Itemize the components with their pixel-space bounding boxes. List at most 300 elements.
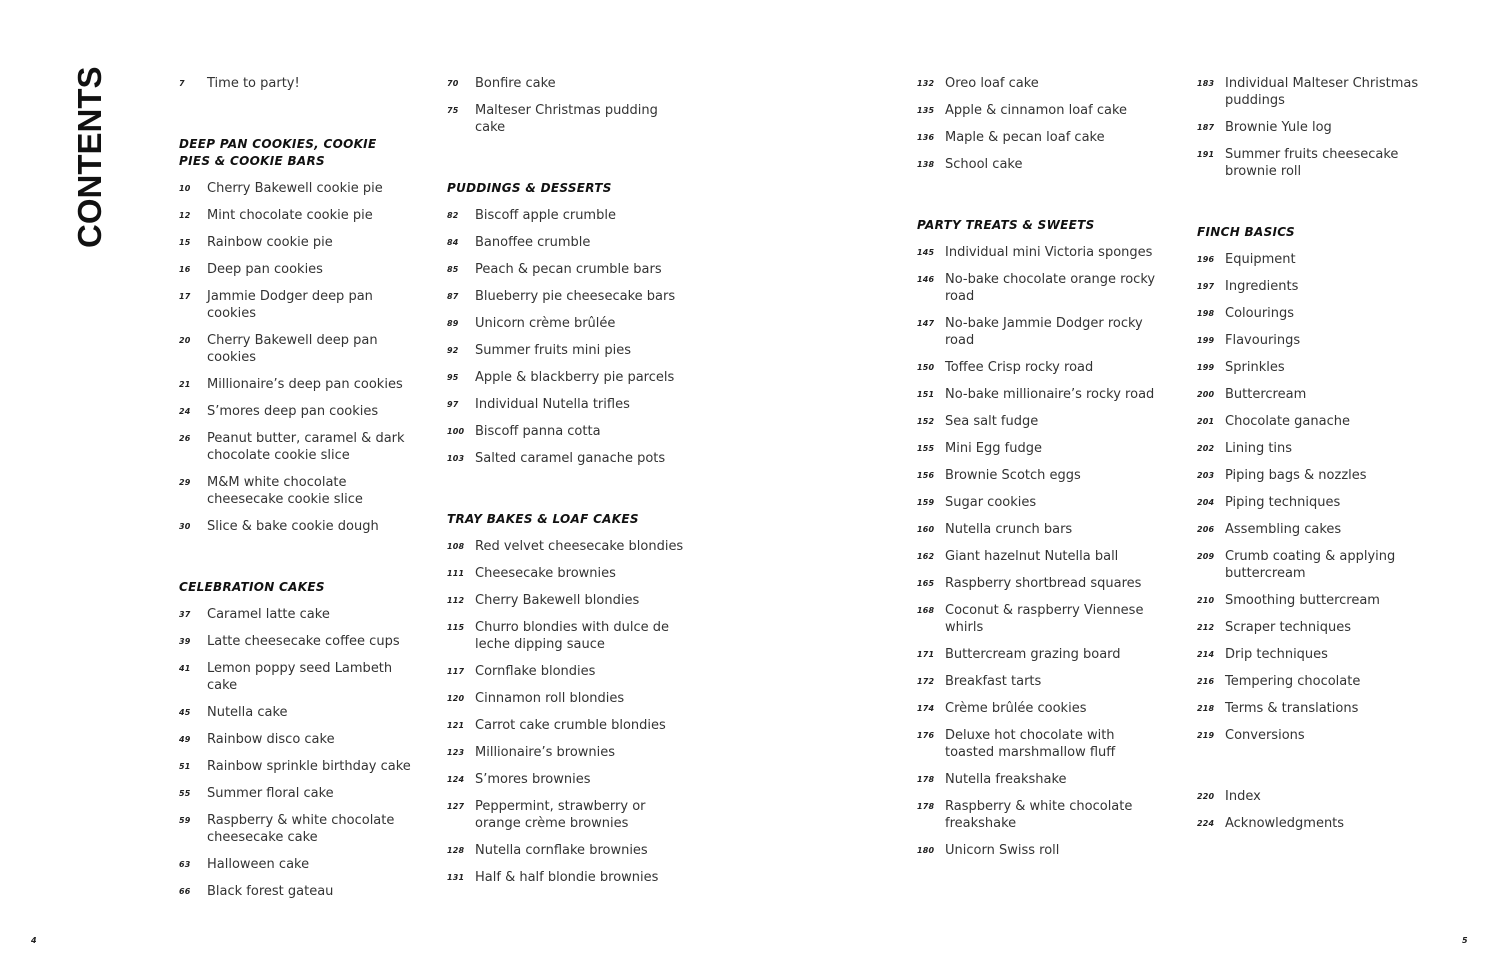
contents-entry — [179, 812, 411, 846]
entry-page-number: 168 — [917, 606, 935, 615]
section-heading: PUDDINGS & DESSERTS — [447, 181, 612, 195]
entry-page-number: 203 — [1197, 471, 1215, 480]
entry-title: Rainbow cookie pie — [207, 235, 333, 250]
entry-title: Rainbow disco cake — [207, 732, 335, 747]
entry-page-number: 59 — [179, 816, 191, 825]
entry-title: Colourings — [1225, 306, 1295, 321]
entry-title: Cheesecake brownies — [475, 566, 616, 581]
entry-page-number: 121 — [447, 721, 465, 730]
contents-entry — [917, 102, 1157, 119]
entry-page-number: 174 — [917, 704, 935, 713]
section-heading: FINCH BASICS — [1197, 225, 1295, 239]
contents-entry — [179, 332, 411, 366]
entry-title: Half & half blondie brownies — [475, 870, 659, 885]
contents-entry — [917, 798, 1157, 832]
entry-page-number: 124 — [447, 775, 465, 784]
entry-page-number: 103 — [447, 454, 465, 463]
entry-page-number: 209 — [1197, 552, 1215, 561]
entry-page-number: 210 — [1197, 596, 1215, 605]
entry-page-number: 138 — [917, 160, 935, 169]
contents-entry — [179, 633, 411, 650]
contents-entry — [179, 403, 411, 420]
entry-page-number: 146 — [917, 275, 935, 284]
entry-title: Individual mini Victoria sponges — [945, 245, 1153, 260]
contents-entry — [917, 548, 1157, 565]
contents-entry — [447, 75, 687, 92]
entry-page-number: 183 — [1197, 79, 1215, 88]
contents-entry — [179, 785, 411, 802]
entry-title: Churro blondies with dulce de leche dipping sauce — [475, 620, 669, 652]
entry-page-number: 70 — [447, 79, 459, 88]
entry-page-number: 41 — [179, 664, 191, 673]
contents-entry — [917, 700, 1157, 717]
entry-title: Ingredients — [1225, 279, 1299, 294]
entry-title: Crumb coating & applying buttercream — [1225, 549, 1396, 581]
entry-title: Brownie Scotch eggs — [945, 468, 1081, 483]
contents-entry — [179, 518, 411, 535]
entry-title: Peanut butter, caramel & dark chocolate cookie slice — [207, 431, 405, 463]
entry-page-number: 45 — [179, 708, 191, 717]
entry-page-number: 218 — [1197, 704, 1215, 713]
entry-title: Mint chocolate cookie pie — [207, 208, 373, 223]
entry-title: Halloween cake — [207, 857, 310, 872]
entry-title: Biscoff apple crumble — [475, 208, 616, 223]
entry-title: Latte cheesecake coffee cups — [207, 634, 400, 649]
section-heading: TRAY BAKES & LOAF CAKES — [447, 512, 639, 526]
entry-page-number: 39 — [179, 637, 191, 646]
contents-entry — [1197, 619, 1427, 636]
contents-entry — [447, 102, 687, 136]
entry-page-number: 216 — [1197, 677, 1215, 686]
entry-page-number: 87 — [447, 292, 459, 301]
entry-page-number: 212 — [1197, 623, 1215, 632]
entry-page-number: 150 — [917, 363, 935, 372]
entry-page-number: 17 — [179, 292, 191, 301]
entry-title: Tempering chocolate — [1225, 674, 1361, 689]
contents-entry — [447, 261, 687, 278]
entry-title: Cinnamon roll blondies — [475, 691, 625, 706]
contents-entry — [917, 771, 1157, 788]
contents-entry — [1197, 440, 1427, 457]
entry-page-number: 178 — [917, 802, 935, 811]
contents-entry — [1197, 359, 1427, 376]
entry-title: Brownie Yule log — [1225, 120, 1332, 135]
contents-entry — [917, 244, 1157, 261]
contents-entry — [1197, 386, 1427, 403]
entry-title: Raspberry shortbread squares — [945, 576, 1142, 591]
entry-page-number: 155 — [917, 444, 935, 453]
section-heading: PARTY TREATS & SWEETS — [917, 218, 1095, 232]
page-number-left: 4 — [31, 936, 37, 945]
contents-entry — [1197, 521, 1427, 538]
entry-page-number: 84 — [447, 238, 459, 247]
entry-title: Lemon poppy seed Lambeth cake — [207, 661, 393, 693]
entry-page-number: 172 — [917, 677, 935, 686]
entry-title: Bonfire cake — [475, 76, 556, 91]
contents-entry — [1197, 305, 1427, 322]
entry-page-number: 219 — [1197, 731, 1215, 740]
entry-title: Raspberry & white chocolate cheesecake cake — [207, 813, 395, 845]
entry-title: S’mores deep pan cookies — [207, 404, 379, 419]
entry-page-number: 24 — [179, 407, 191, 416]
entry-title: Smoothing buttercream — [1225, 593, 1380, 608]
contents-entry — [179, 660, 411, 694]
contents-entry — [917, 602, 1157, 636]
entry-page-number: 171 — [917, 650, 935, 659]
entry-page-number: 89 — [447, 319, 459, 328]
entry-page-number: 201 — [1197, 417, 1215, 426]
entry-title: Conversions — [1225, 728, 1305, 743]
entry-page-number: 115 — [447, 623, 465, 632]
entry-page-number: 20 — [179, 336, 191, 345]
contents-entry — [917, 359, 1157, 376]
contents-entry — [179, 883, 411, 900]
entry-title: Apple & cinnamon loaf cake — [945, 103, 1128, 118]
contents-entry — [447, 315, 687, 332]
entry-page-number: 224 — [1197, 819, 1215, 828]
contents-entry — [179, 856, 411, 873]
entry-title: Slice & bake cookie dough — [207, 519, 379, 534]
entry-title: Buttercream grazing board — [945, 647, 1121, 662]
entry-page-number: 191 — [1197, 150, 1215, 159]
entry-title: Rainbow sprinkle birthday cake — [207, 759, 411, 774]
entry-page-number: 128 — [447, 846, 465, 855]
contents-entry — [1197, 119, 1427, 136]
entry-page-number: 178 — [917, 775, 935, 784]
entry-page-number: 123 — [447, 748, 465, 757]
entry-title: No-bake millionaire’s rocky road — [945, 387, 1155, 402]
entry-title: Deep pan cookies — [207, 262, 323, 277]
entry-title: Flavourings — [1225, 333, 1301, 348]
contents-entry — [917, 575, 1157, 592]
entry-page-number: 21 — [179, 380, 191, 389]
contents-entry — [917, 156, 1157, 173]
contents-entry — [447, 396, 687, 413]
entry-page-number: 97 — [447, 400, 459, 409]
contents-entry — [1197, 673, 1427, 690]
entry-title: Piping bags & nozzles — [1225, 468, 1367, 483]
contents-entry — [447, 663, 687, 680]
entry-page-number: 95 — [447, 373, 459, 382]
contents-entry — [1197, 700, 1427, 717]
contents-entry — [1197, 278, 1427, 295]
contents-entry — [917, 413, 1157, 430]
entry-title: Scraper techniques — [1225, 620, 1352, 635]
contents-column-4 — [1197, 75, 1427, 842]
entry-page-number: 156 — [917, 471, 935, 480]
contents-entry — [179, 234, 411, 251]
contents-entry — [179, 288, 411, 322]
contents-entry — [447, 538, 687, 555]
entry-list — [1197, 75, 1427, 180]
entry-page-number: 120 — [447, 694, 465, 703]
entry-title: Index — [1225, 789, 1261, 804]
section-heading: CELEBRATION CAKES — [179, 580, 325, 594]
entry-title: Assembling cakes — [1225, 522, 1342, 537]
entry-title: Toffee Crisp rocky road — [945, 360, 1094, 375]
entry-list — [179, 75, 411, 92]
entry-title: Sea salt fudge — [945, 414, 1039, 429]
entry-title: Drip techniques — [1225, 647, 1328, 662]
contents-entry — [447, 798, 687, 832]
entry-title: Acknowledgments — [1225, 816, 1345, 831]
entry-page-number: 204 — [1197, 498, 1215, 507]
entry-page-number: 30 — [179, 522, 191, 531]
contents-entry — [447, 288, 687, 305]
entry-page-number: 15 — [179, 238, 191, 247]
entry-title: Peppermint, strawberry or orange crème brownies — [475, 799, 646, 831]
contents-entry — [1197, 592, 1427, 609]
entry-title: Chocolate ganache — [1225, 414, 1350, 429]
entry-title: Banoffee crumble — [475, 235, 591, 250]
contents-entry — [917, 129, 1157, 146]
entry-page-number: 200 — [1197, 390, 1215, 399]
page-number-right: 5 — [1462, 936, 1468, 945]
entry-title: Buttercream — [1225, 387, 1307, 402]
entry-title: Raspberry & white chocolate freakshake — [945, 799, 1133, 831]
contents-entry — [917, 646, 1157, 663]
contents-column-2 — [447, 75, 687, 896]
contents-entry — [917, 386, 1157, 403]
entry-page-number: 63 — [179, 860, 191, 869]
entry-title: Breakfast tarts — [945, 674, 1042, 689]
entry-list — [1197, 251, 1427, 744]
entry-title: Cherry Bakewell deep pan cookies — [207, 333, 378, 365]
entry-title: Apple & blackberry pie parcels — [475, 370, 675, 385]
contents-entry — [447, 423, 687, 440]
entry-title: Unicorn Swiss roll — [945, 843, 1060, 858]
entry-page-number: 55 — [179, 789, 191, 798]
entry-page-number: 199 — [1197, 363, 1215, 372]
entry-list — [917, 75, 1157, 173]
entry-list — [179, 180, 411, 535]
contents-entry — [447, 744, 687, 761]
contents-entry — [447, 369, 687, 386]
entry-page-number: 202 — [1197, 444, 1215, 453]
entry-title: M&M white chocolate cheesecake cookie slice — [207, 475, 363, 507]
contents-entry — [447, 207, 687, 224]
entry-title: Individual Malteser Christmas puddings — [1225, 76, 1419, 108]
contents-entry — [917, 467, 1157, 484]
contents-entry — [447, 869, 687, 886]
entry-list — [179, 606, 411, 900]
entry-page-number: 16 — [179, 265, 191, 274]
contents-entry — [447, 619, 687, 653]
contents-entry — [179, 704, 411, 721]
contents-entry — [1197, 75, 1427, 109]
entry-page-number: 151 — [917, 390, 935, 399]
entry-page-number: 112 — [447, 596, 465, 605]
entry-title: No-bake chocolate orange rocky road — [945, 272, 1156, 304]
entry-page-number: 131 — [447, 873, 465, 882]
contents-entry — [1197, 413, 1427, 430]
entry-title: Lining tins — [1225, 441, 1293, 456]
entry-title: Jammie Dodger deep pan cookies — [207, 289, 373, 321]
entry-list — [917, 244, 1157, 859]
contents-entry — [917, 75, 1157, 92]
entry-page-number: 196 — [1197, 255, 1215, 264]
entry-title: Mini Egg fudge — [945, 441, 1042, 456]
entry-title: Millionaire’s brownies — [475, 745, 616, 760]
entry-page-number: 136 — [917, 133, 935, 142]
contents-entry — [179, 606, 411, 623]
entry-page-number: 152 — [917, 417, 935, 426]
contents-entry — [179, 430, 411, 464]
entry-title: Blueberry pie cheesecake bars — [475, 289, 676, 304]
contents-entry — [179, 261, 411, 278]
entry-title: Time to party! — [207, 76, 300, 91]
entry-page-number: 92 — [447, 346, 459, 355]
entry-title: School cake — [945, 157, 1023, 172]
contents-entry — [1197, 788, 1427, 805]
entry-page-number: 198 — [1197, 309, 1215, 318]
entry-page-number: 176 — [917, 731, 935, 740]
entry-title: Giant hazelnut Nutella ball — [945, 549, 1119, 564]
entry-page-number: 108 — [447, 542, 465, 551]
contents-entry — [179, 758, 411, 775]
contents-column-3 — [917, 75, 1157, 869]
entry-title: Piping techniques — [1225, 495, 1341, 510]
entry-title: Equipment — [1225, 252, 1296, 267]
entry-list — [447, 538, 687, 886]
entry-page-number: 26 — [179, 434, 191, 443]
entry-list — [447, 75, 687, 136]
entry-title: Caramel latte cake — [207, 607, 330, 622]
contents-entry — [1197, 727, 1427, 744]
entry-title: Black forest gateau — [207, 884, 334, 899]
entry-page-number: 82 — [447, 211, 459, 220]
entry-title: Oreo loaf cake — [945, 76, 1039, 91]
entry-title: Cornflake blondies — [475, 664, 596, 679]
contents-entry — [917, 727, 1157, 761]
contents-entry — [447, 717, 687, 734]
entry-page-number: 197 — [1197, 282, 1215, 291]
entry-page-number: 159 — [917, 498, 935, 507]
entry-page-number: 51 — [179, 762, 191, 771]
contents-column-1 — [179, 75, 411, 910]
entry-title: Deluxe hot chocolate with toasted marshmallow fluff — [945, 728, 1116, 760]
entry-title: Nutella cornflake brownies — [475, 843, 648, 858]
contents-entry — [179, 207, 411, 224]
entry-title: Salted caramel ganache pots — [475, 451, 666, 466]
contents-entry — [1197, 548, 1427, 582]
contents-entry — [447, 842, 687, 859]
entry-title: Crème brûlée cookies — [945, 701, 1087, 716]
contents-entry — [447, 690, 687, 707]
entry-title: Nutella freakshake — [945, 772, 1067, 787]
entry-page-number: 220 — [1197, 792, 1215, 801]
entry-page-number: 206 — [1197, 525, 1215, 534]
contents-entry — [1197, 251, 1427, 268]
contents-entry — [447, 450, 687, 467]
entry-title: Sprinkles — [1225, 360, 1285, 375]
entry-title: Cherry Bakewell cookie pie — [207, 181, 383, 196]
contents-entry — [179, 474, 411, 508]
entry-page-number: 100 — [447, 427, 465, 436]
entry-page-number: 66 — [179, 887, 191, 896]
entry-page-number: 145 — [917, 248, 935, 257]
entry-page-number: 214 — [1197, 650, 1215, 659]
entry-title: Nutella cake — [207, 705, 288, 720]
entry-title: Sugar cookies — [945, 495, 1037, 510]
entry-page-number: 135 — [917, 106, 935, 115]
contents-entry — [1197, 815, 1427, 832]
entry-list — [1197, 788, 1427, 832]
entry-title: Malteser Christmas pudding cake — [475, 103, 658, 135]
contents-entry — [1197, 467, 1427, 484]
contents-entry — [1197, 332, 1427, 349]
contents-entry — [447, 342, 687, 359]
entry-title: Carrot cake crumble blondies — [475, 718, 666, 733]
entry-page-number: 29 — [179, 478, 191, 487]
contents-entry — [179, 376, 411, 393]
entry-page-number: 199 — [1197, 336, 1215, 345]
entry-title: No-bake Jammie Dodger rocky road — [945, 316, 1143, 348]
entry-page-number: 132 — [917, 79, 935, 88]
entry-title: Cherry Bakewell blondies — [475, 593, 640, 608]
entry-page-number: 12 — [179, 211, 191, 220]
entry-list — [447, 207, 687, 467]
contents-entry — [447, 771, 687, 788]
contents-entry — [917, 315, 1157, 349]
contents-entry — [447, 565, 687, 582]
contents-entry — [917, 440, 1157, 457]
contents-entry — [447, 234, 687, 251]
entry-title: Summer floral cake — [207, 786, 334, 801]
entry-page-number: 147 — [917, 319, 935, 328]
entry-page-number: 160 — [917, 525, 935, 534]
entry-title: Terms & translations — [1225, 701, 1359, 716]
entry-title: Unicorn crème brûlée — [475, 316, 616, 331]
section-heading: DEEP PAN COOKIES, COOKIE PIES & COOKIE BARS — [179, 137, 377, 168]
contents-entry — [179, 180, 411, 197]
contents-entry — [179, 75, 411, 92]
entry-title: Biscoff panna cotta — [475, 424, 601, 439]
entry-page-number: 111 — [447, 569, 465, 578]
entry-page-number: 127 — [447, 802, 465, 811]
contents-entry — [917, 673, 1157, 690]
entry-page-number: 7 — [179, 79, 185, 88]
contents-entry — [179, 731, 411, 748]
entry-page-number: 10 — [179, 184, 191, 193]
entry-page-number: 187 — [1197, 123, 1215, 132]
contents-entry — [917, 494, 1157, 511]
entry-page-number: 165 — [917, 579, 935, 588]
contents-entry — [447, 592, 687, 609]
entry-title: Summer fruits cheesecake brownie roll — [1225, 147, 1399, 179]
entry-title: Peach & pecan crumble bars — [475, 262, 662, 277]
entry-page-number: 117 — [447, 667, 465, 676]
contents-entry — [1197, 646, 1427, 663]
entry-title: Millionaire’s deep pan cookies — [207, 377, 403, 392]
entry-page-number: 85 — [447, 265, 459, 274]
contents-entry — [1197, 146, 1427, 180]
contents-entry — [917, 842, 1157, 859]
page-title: CONTENTS — [71, 66, 108, 248]
entry-title: Coconut & raspberry Viennese whirls — [945, 603, 1144, 635]
contents-entry — [917, 521, 1157, 538]
entry-title: Maple & pecan loaf cake — [945, 130, 1105, 145]
entry-title: Summer fruits mini pies — [475, 343, 631, 358]
entry-page-number: 162 — [917, 552, 935, 561]
entry-title: Nutella crunch bars — [945, 522, 1073, 537]
entry-title: Individual Nutella trifles — [475, 397, 630, 412]
entry-page-number: 49 — [179, 735, 191, 744]
entry-title: S’mores brownies — [475, 772, 591, 787]
contents-entry — [917, 271, 1157, 305]
entry-title: Red velvet cheesecake blondies — [475, 539, 684, 554]
contents-entry — [1197, 494, 1427, 511]
